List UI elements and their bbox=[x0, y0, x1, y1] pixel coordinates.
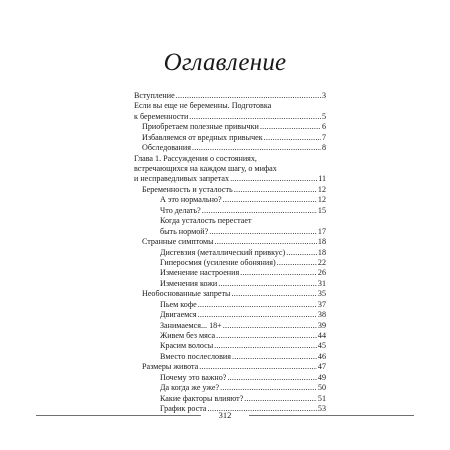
dot-leader bbox=[232, 352, 317, 362]
toc-entry-page: 18 bbox=[317, 247, 326, 257]
toc-entry[interactable] bbox=[134, 101, 326, 111]
toc-entry-page: 7 bbox=[321, 132, 326, 142]
toc-entry-page: 38 bbox=[317, 310, 326, 320]
toc-entry[interactable] bbox=[134, 154, 326, 164]
dot-leader bbox=[202, 206, 317, 216]
toc-entry-title: Живем без мяса bbox=[160, 331, 216, 341]
toc-entry-page: 47 bbox=[317, 362, 326, 372]
toc-entry[interactable] bbox=[134, 352, 326, 362]
toc-entry[interactable] bbox=[134, 122, 326, 132]
toc-entry-page: 8 bbox=[321, 143, 326, 153]
dot-leader bbox=[286, 248, 317, 258]
toc-entry[interactable] bbox=[134, 175, 326, 185]
toc-entry-page: 18 bbox=[317, 237, 326, 247]
toc-entry-page: 3 bbox=[321, 90, 326, 100]
toc-entry-title: Что делать? bbox=[160, 205, 201, 215]
toc-entry-page: 53 bbox=[317, 404, 326, 414]
toc-entry[interactable] bbox=[134, 310, 326, 320]
dot-leader bbox=[220, 383, 317, 393]
toc-entry-page: 46 bbox=[317, 351, 326, 361]
dot-leader bbox=[198, 300, 317, 310]
dot-leader bbox=[260, 122, 321, 132]
toc-entry[interactable] bbox=[134, 342, 326, 352]
toc-entry-title: быть нормой? bbox=[160, 226, 209, 236]
toc-entry[interactable] bbox=[134, 268, 326, 278]
toc-entry[interactable] bbox=[134, 112, 326, 122]
toc-entry-title: Изменение настроения bbox=[160, 268, 240, 278]
toc-entry-page: 12 bbox=[317, 195, 326, 205]
toc-entry-page: 35 bbox=[317, 289, 326, 299]
dot-leader bbox=[244, 394, 317, 404]
dot-leader bbox=[176, 91, 321, 101]
toc-entry-title: Обследования bbox=[142, 143, 191, 153]
toc-entry[interactable] bbox=[134, 164, 326, 174]
toc-entry-title: Избавляемся от вредных привычек bbox=[142, 132, 263, 142]
toc-entry-title: Да когда же уже? bbox=[160, 383, 220, 393]
dot-leader bbox=[214, 341, 317, 351]
toc-entry[interactable] bbox=[134, 300, 326, 310]
dot-leader bbox=[277, 258, 317, 268]
toc-entry-title: Приобретаем полезные привычки bbox=[142, 122, 259, 132]
toc-entry-title: Почему это важно? bbox=[160, 372, 227, 382]
toc-entry-title: к беременности bbox=[134, 111, 189, 121]
toc-entry[interactable] bbox=[134, 143, 326, 153]
toc-entry-page: 6 bbox=[321, 122, 326, 132]
table-of-contents bbox=[134, 91, 326, 415]
toc-entry-title: Странные симптомы bbox=[142, 237, 214, 247]
toc-entry[interactable] bbox=[134, 279, 326, 289]
dot-leader bbox=[218, 279, 317, 289]
dot-leader bbox=[215, 237, 317, 247]
toc-entry[interactable] bbox=[134, 185, 326, 195]
dot-leader bbox=[234, 185, 317, 195]
toc-entry-title: встречающихся на каждом шагу, о мифах bbox=[134, 164, 277, 174]
toc-entry[interactable] bbox=[134, 195, 326, 205]
toc-entry-page: 26 bbox=[317, 268, 326, 278]
toc-entry-title: Какие факторы влияют? bbox=[160, 393, 244, 403]
toc-entry-page: 44 bbox=[317, 331, 326, 341]
dot-leader bbox=[216, 331, 317, 341]
toc-entry-page: 15 bbox=[317, 205, 326, 215]
toc-entry[interactable] bbox=[134, 227, 326, 237]
toc-entry-page: 37 bbox=[317, 299, 326, 309]
toc-entry[interactable] bbox=[134, 91, 326, 101]
toc-entry-page: 22 bbox=[317, 257, 326, 267]
toc-entry[interactable] bbox=[134, 289, 326, 299]
toc-entry[interactable] bbox=[134, 248, 326, 258]
toc-entry-title: Размеры живота bbox=[142, 362, 199, 372]
toc-entry[interactable] bbox=[134, 258, 326, 268]
toc-entry-page: 31 bbox=[317, 278, 326, 288]
dot-leader bbox=[223, 195, 317, 205]
dot-leader bbox=[199, 362, 317, 372]
toc-entry-title: Гиперосмия (усиление обоняния) bbox=[160, 257, 276, 267]
dot-leader bbox=[209, 227, 317, 237]
toc-entry[interactable] bbox=[134, 383, 326, 393]
toc-entry-title: А это нормально? bbox=[160, 195, 222, 205]
dot-leader bbox=[240, 268, 317, 278]
toc-entry-title: Двигаемся bbox=[160, 310, 197, 320]
toc-entry-title: Красим волосы bbox=[160, 341, 214, 351]
toc-entry-title: Изменения кожи bbox=[160, 278, 218, 288]
dot-leader bbox=[223, 321, 317, 331]
toc-entry[interactable] bbox=[134, 206, 326, 216]
toc-entry-title: Беременность и усталость bbox=[142, 184, 233, 194]
toc-entry[interactable] bbox=[134, 362, 326, 372]
toc-entry-page: 17 bbox=[317, 226, 326, 236]
dot-leader bbox=[189, 112, 321, 122]
page-number: 312 bbox=[218, 410, 232, 420]
toc-entry[interactable] bbox=[134, 394, 326, 404]
toc-entry-page: 11 bbox=[318, 174, 326, 184]
toc-entry-title: Пьем кофе bbox=[160, 299, 197, 309]
toc-entry-title: Когда усталость перестает bbox=[160, 216, 252, 226]
toc-entry-title: и несправедливых запретах bbox=[134, 174, 230, 184]
toc-entry[interactable] bbox=[134, 321, 326, 331]
toc-entry-title: График роста bbox=[160, 404, 207, 414]
toc-entry-page: 49 bbox=[317, 372, 326, 382]
toc-entry-page: 12 bbox=[317, 184, 326, 194]
toc-entry-title: Вступление bbox=[134, 90, 175, 100]
dot-leader bbox=[264, 133, 321, 143]
toc-entry-title: Вместо послесловия bbox=[160, 351, 231, 361]
dot-leader bbox=[198, 310, 317, 320]
dot-leader bbox=[192, 143, 321, 153]
toc-entry[interactable] bbox=[134, 237, 326, 247]
toc-entry-title: Дисгевзия (металлический привкус) bbox=[160, 247, 286, 257]
toc-entry-title: Необоснованные запреты bbox=[142, 289, 231, 299]
toc-entry[interactable] bbox=[134, 373, 326, 383]
toc-entry[interactable] bbox=[134, 216, 326, 226]
toc-entry-title: Если вы еще не беременны. Подготовка bbox=[134, 101, 272, 111]
toc-entry-page: 51 bbox=[317, 393, 326, 403]
toc-entry[interactable] bbox=[134, 133, 326, 143]
toc-entry-page: 45 bbox=[317, 341, 326, 351]
toc-entry-title: Глава 1. Рассуждения о состояниях, bbox=[134, 153, 257, 163]
toc-entry-page: 39 bbox=[317, 320, 326, 330]
toc-entry-title: Занимаемся... 18+ bbox=[160, 320, 222, 330]
toc-entry[interactable] bbox=[134, 331, 326, 341]
page-title: Оглавление bbox=[163, 49, 287, 76]
dot-leader bbox=[231, 289, 316, 299]
toc-entry-page: 50 bbox=[317, 383, 326, 393]
dot-leader bbox=[230, 174, 317, 184]
footer-rule-right bbox=[249, 415, 414, 416]
dot-leader bbox=[227, 373, 317, 383]
toc-entry-page: 5 bbox=[321, 111, 326, 121]
